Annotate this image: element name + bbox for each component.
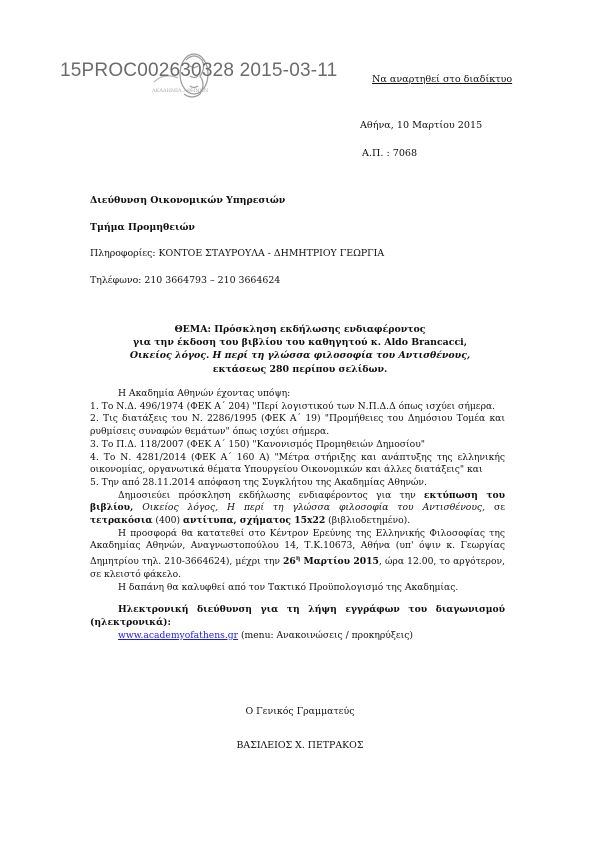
letter-body (90, 388, 505, 642)
link-line (90, 630, 505, 643)
body-intro: Η Ακαδημία Αθηνών έχοντας υπόψη: (118, 388, 291, 399)
p2-month: Μαρτίου 2015 (300, 556, 379, 568)
document-date: Αθήνα, 10 Μαρτίου 2015 (360, 120, 483, 131)
p1-bold: εκτύπωση του βιβλίου, (90, 489, 506, 514)
subject-line-4: εκτάσεως 280 περίπου σελίδων. (212, 363, 388, 375)
academy-website-link[interactable]: www.academyofathens.gr (118, 629, 239, 641)
p1-format: αντίτυπα, σχήματος 15x22 (182, 515, 326, 527)
p2-ordinal: η (295, 555, 301, 563)
subject-line-2: για την έκδοση του βιβλίου του καθηγητού κ. Aldo Brancacci, (133, 337, 467, 349)
protocol-number: Α.Π. : 7068 (362, 148, 418, 159)
legal-basis-1: 1. Το Ν.Δ. 496/1974 (ΦΕΚ Α΄ 204) "Περί λογιστικού των Ν.Π.Δ.Δ όπως ισχύει σήμερα. (90, 400, 496, 412)
sender-directorate: Διεύθυνση Οικονομικών Υπηρεσιών (90, 195, 286, 206)
p1-quantity: τετρακόσια (90, 515, 153, 527)
p1-number: (400) (152, 515, 183, 527)
sender-phone: Τηλέφωνο: 210 3664793 – 210 3664624 (90, 275, 281, 286)
p2-text-2: , ώρα 12.00, το αργότερον, σε κλειστό φάκελο. (90, 556, 505, 580)
signature-name: ΒΑΣΙΛΕΙΟΣ Χ. ΠΕΤΡΑΚΟΣ (236, 740, 364, 751)
sender-info: Πληροφορίες: ΚΟΝΤΟΕ ΣΤΑΥΡΟΥΛΑ - ΔΗΜΗΤΡΙΟΥ ΓΕΩΡΓΙΑ (90, 248, 385, 259)
p1-book-title: Οικείος λόγος, Η περί τη γλώσσα φιλοσοφία του Αντισθένους, (133, 502, 485, 514)
subject-line-3: Οικείος λόγος. Η περί τη γλώσσα φιλοσοφία του Αντισθένους, (129, 350, 471, 362)
p1-binding: (βιβλιοδετημένο). (325, 515, 411, 527)
sender-department: Τμήμα Προμηθειών (90, 222, 195, 233)
svg-text:ΑΚΑΔΗΜΙΑ ΑΘΗΝΩΝ: ΑΚΑΔΗΜΙΑ ΑΘΗΝΩΝ (152, 88, 209, 94)
subject-line-1: ΘΕΜΑ: Πρόσκληση εκδήλωσης ενδιαφέροντος (174, 324, 426, 335)
link-suffix: (menu: Ανακοινώσεις / προκηρύξεις) (238, 629, 413, 641)
p2-text: Η προσφορά θα κατατεθεί στο Κέντρον Ερεύνης της Ελληνικής Φιλοσοφίας της Ακαδημίας Αθηνών, Αναγνωστοπούλου 14, Τ.Κ.10673, Αθήνα (υπ' όψιν κ. Γεωργίας Δημητρίου τηλ. 210-3664624), μέχρι την (90, 527, 505, 568)
p2-day: 26 (283, 556, 296, 568)
announcement-paragraph (90, 490, 505, 528)
p1-text-2: σε (485, 502, 506, 514)
legal-basis-2: 2. Τις διατάξεις του Ν. 2286/1995 (ΦΕΚ Α΄ 19) "Προμήθειες του Δημόσιου Τομέα και ρυθμίσεις συναφών θεμάτων" όπως ισχύει σήμερα. (90, 413, 505, 438)
email-label: Ηλεκτρονική διεύθυνση για τη λήψη εγγράφων του διαγωνισμού (ηλεκτρονικά): (90, 604, 505, 629)
subject-block (90, 323, 510, 376)
p1-text: Δημοσιεύει πρόσκληση εκδήλωσης ενδιαφέροντος για την (118, 489, 424, 501)
signature-title: Ο Γενικός Γραμματεύς (245, 706, 355, 717)
document-stamp: 15PROC002630328 2015-03-11 (60, 60, 338, 81)
legal-basis-3: 3. Το Π.Δ. 118/2007 (ΦΕΚ Α΄ 150) "Κανονισμός Προμηθειών Δημοσίου" (90, 438, 426, 450)
publication-note: Να αναρτηθεί στο διαδίκτυο (372, 74, 513, 85)
budget-paragraph: Η δαπάνη θα καλυφθεί από τον Τακτικό Προϋπολογισμό της Ακαδημίας. (118, 581, 459, 593)
legal-basis-5: 5. Την από 28.11.2014 απόφαση της Συγκλήτου της Ακαδημίας Αθηνών. (90, 476, 427, 488)
submission-paragraph (90, 528, 505, 582)
legal-basis-4: 4. Το Ν. 4281/2014 (ΦΕΚ Α΄ 160 Α) "Μέτρα στήριξης και ανάπτυξης της ελληνικής οικονομίας, οργανωτικά θέματα Υπουργείου Οικονομικών και άλλες διατάξεις" και (90, 451, 505, 476)
